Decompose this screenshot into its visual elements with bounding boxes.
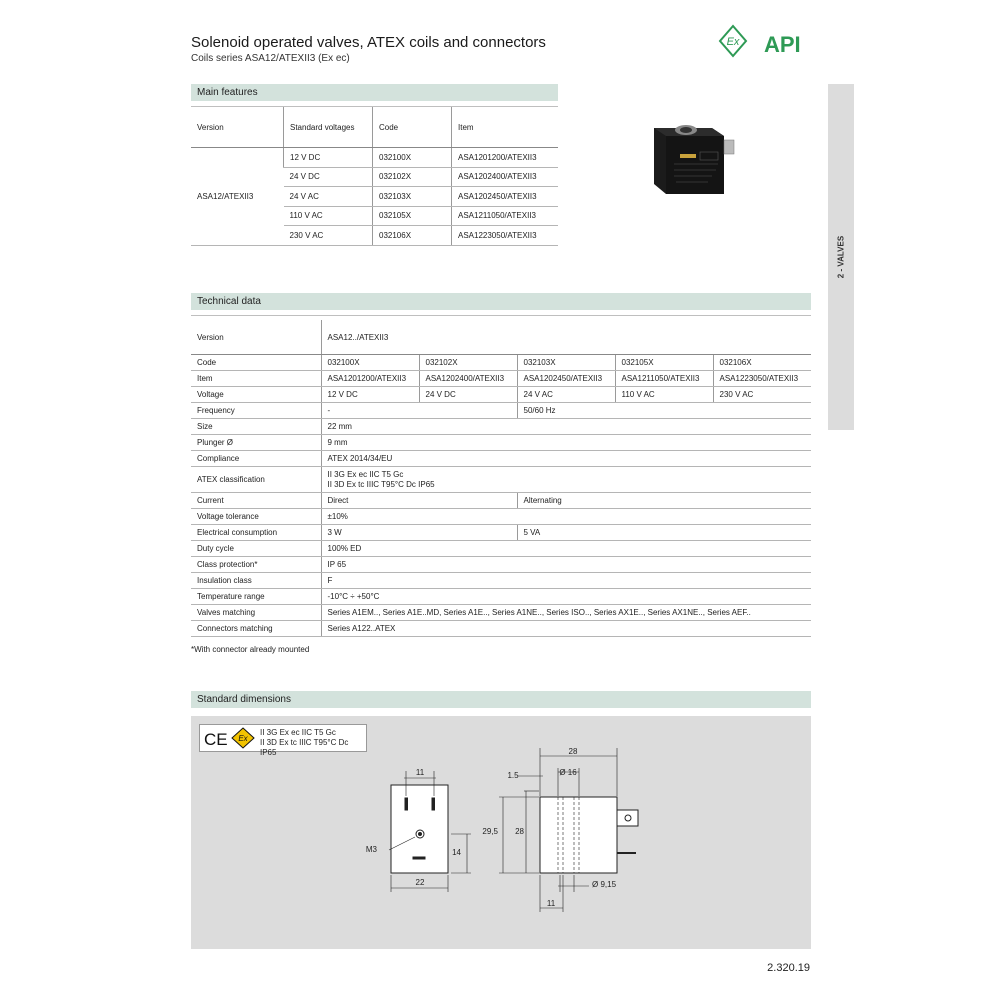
row-label: Size	[191, 419, 321, 435]
item-cell: ASA1211050/ATEXII3	[452, 206, 559, 226]
page-number: 2.320.19	[767, 962, 810, 974]
technical-data-header: Technical data	[191, 293, 811, 310]
row-value: ASA12../ATEXII3	[321, 320, 811, 355]
code-cell: 032103X	[517, 355, 615, 371]
atex-line: II 3D Ex tc IIIC T95°C Dc IP65	[327, 479, 435, 489]
code-cell: 032100X	[321, 355, 419, 371]
column-header: Version	[191, 107, 284, 148]
row-value: ±10%	[321, 509, 811, 525]
table-header-row	[191, 107, 558, 148]
page-title: Solenoid operated valves, ATEX coils and connectors	[191, 34, 546, 51]
voltage-cell: 24 V DC	[419, 387, 517, 403]
row-value: -	[321, 403, 517, 419]
item-cell: ASA1223050/ATEXII3	[452, 226, 559, 246]
voltage-cell: 24 V AC	[517, 387, 615, 403]
row-value: -10°C ÷ +50°C	[321, 589, 811, 605]
dim-label: Ø 16	[559, 768, 577, 777]
code-cell: 032102X	[419, 355, 517, 371]
coil-product-photo	[640, 106, 750, 198]
row-value: Direct	[321, 493, 517, 509]
front-view-drawing	[389, 771, 471, 892]
voltage-cell: 24 V AC	[284, 187, 373, 207]
voltage-cell: 110 V AC	[284, 206, 373, 226]
table-row	[191, 605, 811, 621]
code-cell: 032105X	[373, 206, 452, 226]
table-row	[191, 621, 811, 637]
table-row	[191, 509, 811, 525]
voltage-cell: 12 V DC	[321, 387, 419, 403]
row-value	[321, 467, 811, 493]
row-value: 22 mm	[321, 419, 811, 435]
row-label: Connectors matching	[191, 621, 321, 637]
item-cell: ASA1201200/ATEXII3	[321, 371, 419, 387]
row-label: Electrical consumption	[191, 525, 321, 541]
item-cell: ASA1202400/ATEXII3	[452, 167, 559, 187]
standard-dimensions-header: Standard dimensions	[191, 691, 811, 708]
table-row	[191, 387, 811, 403]
row-label: Current	[191, 493, 321, 509]
table-row	[191, 355, 811, 371]
item-cell: ASA1202450/ATEXII3	[517, 371, 615, 387]
dim-label: 11	[546, 899, 556, 908]
row-label: Version	[191, 320, 321, 355]
row-value: ATEX 2014/34/EU	[321, 451, 811, 467]
column-header: Code	[373, 107, 452, 148]
row-label: Code	[191, 355, 321, 371]
cert-line: II 3G Ex ec IIC T5 Gc	[260, 728, 336, 737]
main-features-header: Main features	[191, 84, 558, 101]
item-cell: ASA1202400/ATEXII3	[419, 371, 517, 387]
row-label: Item	[191, 371, 321, 387]
dim-label: 14	[452, 848, 461, 857]
dim-label: 1.5	[507, 771, 519, 780]
footnote: *With connector already mounted	[191, 645, 310, 654]
item-cell: ASA1223050/ATEXII3	[713, 371, 811, 387]
logo-api-text: API	[764, 32, 801, 57]
row-value: 3 W	[321, 525, 517, 541]
table-row	[191, 525, 811, 541]
dim-label: 28	[515, 827, 524, 836]
column-header: Item	[452, 107, 559, 148]
voltage-cell: 230 V AC	[284, 226, 373, 246]
voltage-cell: 110 V AC	[615, 387, 713, 403]
row-value: 9 mm	[321, 435, 811, 451]
atex-ex-logo-icon	[720, 26, 746, 56]
voltage-cell: 24 V DC	[284, 167, 373, 187]
version-cell: ASA12/ATEXII3	[191, 148, 284, 246]
dim-label: 11	[415, 768, 425, 777]
row-value: 100% ED	[321, 541, 811, 557]
row-label: Valves matching	[191, 605, 321, 621]
row-label: Temperature range	[191, 589, 321, 605]
ce-mark-text: CE	[204, 730, 228, 749]
cert-line: II 3D Ex tc IIIC T95°C Dc IP65	[260, 738, 349, 757]
table-row	[191, 148, 558, 168]
table-row	[191, 403, 811, 419]
row-value: Alternating	[517, 493, 811, 509]
row-value: 50/60 Hz	[517, 403, 811, 419]
divider	[191, 315, 811, 316]
table-row	[191, 435, 811, 451]
dim-label: Ø 9,15	[592, 880, 617, 889]
table-row	[191, 451, 811, 467]
row-label: Voltage tolerance	[191, 509, 321, 525]
row-label: Compliance	[191, 451, 321, 467]
code-cell: 032102X	[373, 167, 452, 187]
row-value: IP 65	[321, 557, 811, 573]
voltage-cell: 12 V DC	[284, 148, 373, 168]
technical-data-table	[191, 320, 811, 637]
row-label: Insulation class	[191, 573, 321, 589]
voltage-cell: 230 V AC	[713, 387, 811, 403]
row-value: Series A122..ATEX	[321, 621, 811, 637]
brand-logos	[716, 24, 812, 60]
side-tab-label: 2 - VALVES	[836, 235, 846, 279]
row-label: Duty cycle	[191, 541, 321, 557]
item-cell: ASA1202450/ATEXII3	[452, 187, 559, 207]
code-cell: 032106X	[713, 355, 811, 371]
technical-drawing	[191, 716, 811, 949]
main-features-table	[191, 107, 558, 246]
logo-ex-text: Ex	[726, 36, 740, 48]
code-cell: 032103X	[373, 187, 452, 207]
row-value: Series A1EM.., Series A1E..MD, Series A1E.., Series A1NE.., Series ISO.., Series AX1E.., Series AX1NE.., Series AEF..	[321, 605, 811, 621]
row-label: ATEX classification	[191, 467, 321, 493]
dim-label: M3	[365, 845, 377, 854]
table-row	[191, 573, 811, 589]
row-label: Voltage	[191, 387, 321, 403]
dim-label: 22	[415, 878, 425, 887]
code-cell: 032100X	[373, 148, 452, 168]
ex-mark-text: Ex	[238, 734, 248, 743]
table-row	[191, 541, 811, 557]
code-cell: 032106X	[373, 226, 452, 246]
table-row	[191, 589, 811, 605]
row-value: 5 VA	[517, 525, 811, 541]
section-side-tab[interactable]	[828, 84, 854, 430]
table-row	[191, 493, 811, 509]
table-row	[191, 557, 811, 573]
row-label: Plunger Ø	[191, 435, 321, 451]
row-label: Frequency	[191, 403, 321, 419]
table-row	[191, 467, 811, 493]
dim-label: 28	[568, 747, 578, 756]
item-cell: ASA1201200/ATEXII3	[452, 148, 559, 168]
page-subtitle: Coils series ASA12/ATEXII3 (Ex ec)	[191, 53, 350, 64]
api-logo-icon	[764, 32, 801, 57]
row-value: F	[321, 573, 811, 589]
item-cell: ASA1211050/ATEXII3	[615, 371, 713, 387]
table-row	[191, 320, 811, 355]
code-cell: 032105X	[615, 355, 713, 371]
row-label: Class protection*	[191, 557, 321, 573]
table-row	[191, 419, 811, 435]
dim-label: 29,5	[482, 827, 498, 836]
atex-line: II 3G Ex ec IIC T5 Gc	[327, 469, 404, 479]
column-header: Standard voltages	[284, 107, 373, 148]
table-row	[191, 371, 811, 387]
